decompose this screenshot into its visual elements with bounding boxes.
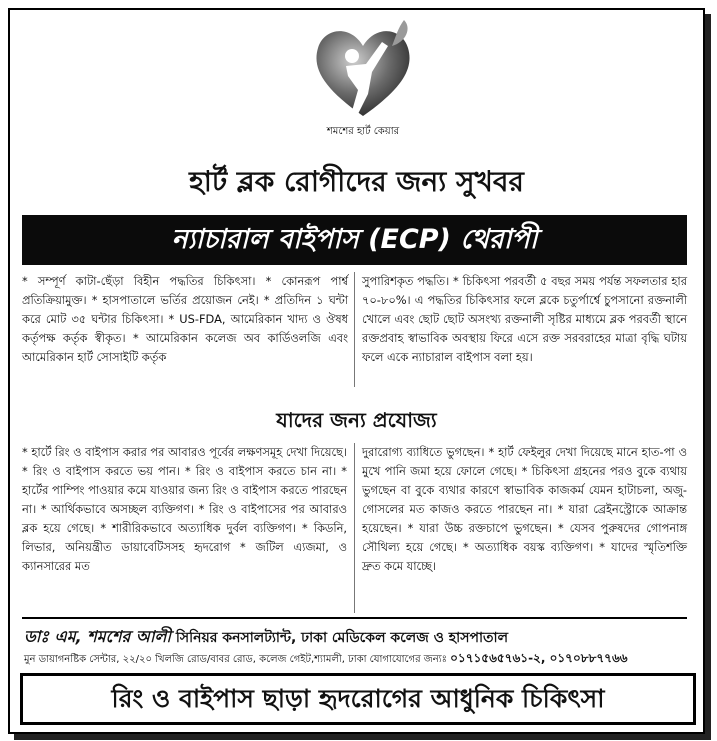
doctor-info [24,624,684,651]
subheadline-banner: ন্যাচারাল বাইপাস (ECP) থেরাপী [22,215,687,265]
address-text: মুন ডায়াগনষ্টিক সেন্টার, ২২/২০ খিলজি রোড/বাবর রোড, কলেজ গেইট,শ্যামলী, ঢাকা যোগাযোগের জন্যঃ [24,654,447,665]
benefits-right-text: সুপারিশকৃত পদ্ধতি। * চিকিৎসা পরবর্তী ৫ বছর সময় পর্যন্ত সফলতার হার ৭০-৮০%। এ পদ্ধতির চিকিৎসার ফলে ব্লকে চতুর্পার্শ্বে চুপসানো রক্তনালী খোলে এবং ছোট ছোট অসংখ্য রক্তনালী সৃষ্টির মাধ্যমে ব্লক পরবর্তী স্থানে রক্তপ্রবাহ স্বাভাবিক অবস্থায় ফিরে এসে রক্ত সরবরাহের মাত্রা বৃদ্ধি ঘটায় ফলে একে ন্যাচারাল বাইপাস বলা হয়। [362,274,687,364]
applicable-left-text: * হার্টে রিং ও বাইপাস করার পর আবারও পূর্বের লক্ষণসমূহ দেখা দিয়েছে। * রিং ও বাইপাস করতে ভয় পান। * রিং ও বাইপাস করতে চান না। * হার্টের পাম্পিং পাওয়ার কমে যাওয়ার জন্য রিং ও বাইপাস করতে পারছেন না। * আর্থিকভাবে অসচ্ছল ব্যক্তিগণ। * রিং ও বাইপাসের পর আবারও ব্লক হয়ে গেছে। * শারীরিকভাবে অত্যাধিক দুর্বল ব্যক্তিগণ। * কিডনি, লিভার, অনিয়ন্ত্রীত ডায়াবেটিসসহ হৃদরোগ * জটিল এ্যজমা, ও ক্যানসারের মত [22,445,347,573]
headline: হার্ট ব্লক রোগীদের জন্য সুখবর [189,165,524,198]
column-divider [354,272,355,387]
address-line [24,650,684,670]
heart-logo-icon [308,16,418,126]
advertisement [8,8,705,734]
phone-numbers: ০১৭১৫৬৫৭৬১-২, ০১৭০৮৮৭৭৬৬ [450,651,628,665]
footer-banner: রিং ও বাইপাস ছাড়া হৃদরোগের আধুনিক চিকিৎসা [20,673,696,725]
column-divider [354,443,355,613]
logo [293,16,433,146]
doctor-name: ডাঃ এম, শমশের আলী [24,627,172,646]
benefits-left-text: * সম্পূর্ণ কাটা-ছেঁড়া বিহীন পদ্ধতির চিকিৎসা। * কোনরূপ পার্শ্ব প্রতিক্রিয়ামুক্ত। * হাসপাতালে ভর্তির প্রয়োজন নেই। * প্রতিদিন ১ ঘন্টা করে মোট ৩৫ ঘন্টার চিকিৎসা। * US-FDA, আমেরিকান খাদ্য ও ঔষধ কর্তৃপক্ষ কর্তৃক স্বীকৃত। * আমেরিকান কলেজ অব কার্ডিওলজি এবং আমেরিকান হার্ট সোসাইটি কর্তৃক [22,274,348,364]
divider-line [22,617,687,619]
section-title: যাদের জন্য প্রযোজ্য [276,408,437,432]
doctor-title: সিনিয়র কনসালট্যান্ট, ঢাকা মেডিকেল কলেজ ও হাসপাতাল [175,630,509,646]
applicable-right-text: দুরারোগ্য ব্যাধিতে ভুগছেন। * হার্ট ফেইলুর দেখা দিয়েছে মানে হাত-পা ও মুখে পানি জমা হয়ে ফোলে গেছে। * চিকিৎসা গ্রহনের পরও বুকে ব্যথায় ভুগছেন বা বুকে ব্যথার কারণে স্বাভাবিক কাজকর্ম যেমন হাটাচলা, অজু-গোসলের মত কাজও করতে পারছেন না। * যারা ব্রেইনস্ট্রোকে আক্রান্ত হয়েছেন। * যারা উচ্চ রক্তচাপে ভুগছেন। * যেসব পুরুষদের গোপনাঙ্গ সৌথিল্য হয়ে গেছে। * অত্যাধিক বয়স্ক ব্যক্তিগণ। * যাদের স্মৃতিশক্তি দ্রুত কমে যাচ্ছে। [362,445,687,573]
logo-caption: শমশের হার্ট কেয়ার [326,126,400,137]
